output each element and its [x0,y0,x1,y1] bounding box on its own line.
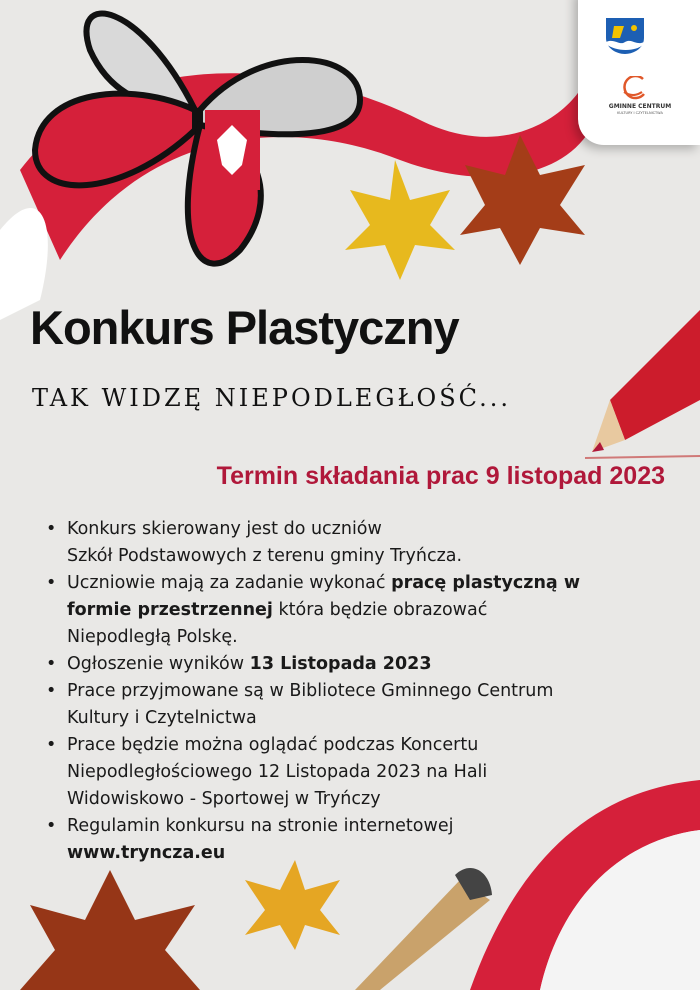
list-item: • Prace będzie można oglądać podczas Koncertu Niepodległościowego 12 Listopada 2023 na Hali Widowiskowo - Sportowej w Tryńczy [40,732,580,813]
submission-deadline: Termin składania prac 9 listopad 2023 [216,462,665,490]
paintbrush-icon [355,868,492,990]
coat-of-arms-icon [606,18,644,54]
culture-center-subname: KULTURY I CZYTELNICTWA [617,111,663,115]
pencil-line [585,456,700,458]
logo-card [578,0,700,145]
maple-leaf-brown-bottom-icon [20,870,200,990]
website-link[interactable]: www.tryncza.eu [67,843,226,863]
list-item: • Konkurs skierowany jest do uczniów Szkół Podstawowych z terenu gminy Tryńcza. [40,516,580,570]
list-item: • Ogłoszenie wyników 13 Listopada 2023 [40,651,580,678]
maple-leaf-yellow-bottom-icon [245,860,340,950]
maple-leaf-yellow-icon [345,160,455,280]
list-item: • Regulamin konkursu na stronie internetowej www.tryncza.eu [40,813,580,867]
list-item: • Prace przyjmowane są w Bibliotece Gminnego Centrum Kultury i Czytelnictwa [40,678,580,732]
info-list [40,516,580,867]
culture-center-name: GMINNE CENTRUM [608,103,672,110]
pencil-icon [592,310,700,452]
poster-subtitle: TAK WIDZĘ NIEPODLEGŁOŚĆ... [32,384,512,412]
poster-title: Konkurs Plastyczny [30,301,459,354]
culture-center-logo-icon [618,76,648,100]
list-item: • Uczniowie mają za zadanie wykonać pracę plastyczną w formie przestrzennej która będzie obrazować Niepodległą Polskę. [40,570,580,651]
